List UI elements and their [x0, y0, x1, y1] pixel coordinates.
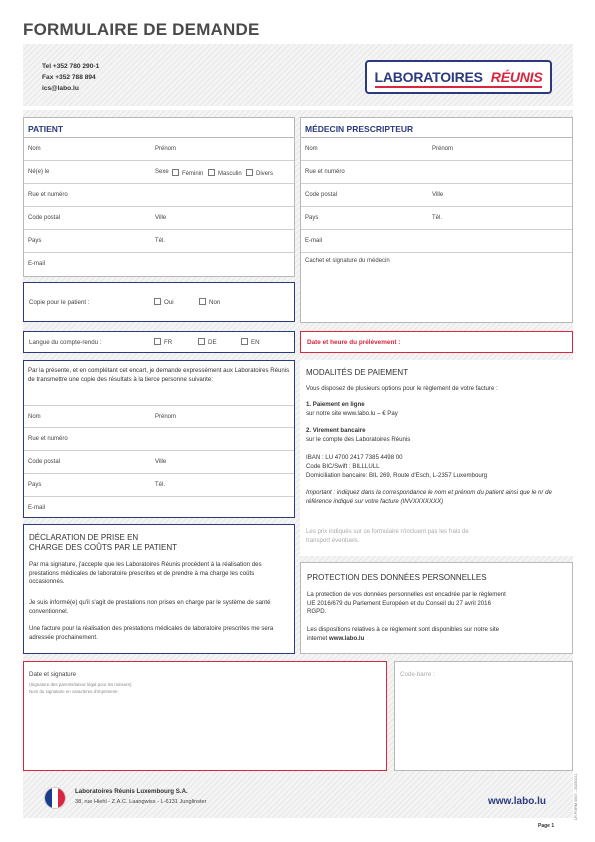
medecin-rue-label: Rue et numéro — [305, 169, 345, 175]
copie-patient-box — [23, 282, 295, 322]
page-number: Page 1 — [538, 823, 555, 829]
patient-section — [23, 117, 295, 277]
langue-de-checkbox[interactable] — [198, 338, 205, 345]
langue-de-option[interactable]: DE — [198, 338, 217, 346]
footer-company: Laboratoires Réunis Luxembourg S.A. — [75, 788, 188, 795]
copie-oui-checkbox[interactable] — [154, 298, 161, 305]
logo-text-laboratoires: LABORATOIRES — [374, 69, 483, 85]
tierce-row-name[interactable] — [24, 405, 294, 428]
logo-text-reunis: RÉUNIS — [490, 69, 543, 85]
langue-en-option[interactable]: EN — [241, 338, 260, 346]
medecin-ville-label: Ville — [432, 192, 444, 198]
paiement-opt2-text: sur le compte des Laboratoires Réunis — [306, 436, 411, 443]
feminin-checkbox[interactable] — [172, 169, 179, 176]
barcode-label: Code-barre : — [400, 671, 435, 678]
patient-sexe-label: Sexe — [155, 169, 169, 175]
tierce-row-email[interactable] — [24, 497, 294, 520]
medecin-row-street[interactable] — [301, 161, 572, 184]
copie-label: Copie pour le patient : — [29, 299, 90, 306]
sexe-feminin-option[interactable]: Féminin — [172, 169, 203, 177]
tierce-email-label: E-mail — [28, 505, 46, 511]
patient-row-birth-sex — [24, 161, 294, 184]
copie-non-option[interactable]: Non — [199, 298, 220, 306]
contact-fax: Fax +352 788 894 — [42, 74, 96, 81]
medecin-prenom-label: Prénom — [432, 146, 454, 152]
paiement-section — [300, 360, 573, 556]
paiement-important: Important : indiquez dans la correspondance le nom et prénom du patient ainsi que le nr de référence indiqué sur votre facture (INVXXXXXXX) — [306, 489, 552, 505]
patient-row-email[interactable] — [24, 253, 294, 276]
prelevement-label: Date et heure du prélèvement : — [307, 339, 401, 346]
medecin-row-cachet[interactable] — [301, 253, 572, 276]
medecin-header: MÉDECIN PRESCRIPTEUR — [301, 118, 572, 138]
barcode-box — [394, 661, 573, 771]
patient-email-label: E-mail — [28, 261, 46, 267]
medecin-nom-label: Nom — [305, 146, 318, 152]
sexe-masculin-option[interactable]: Masculin — [208, 169, 242, 177]
medecin-cachet-label: Cachet et signature du médecin — [305, 258, 390, 264]
divers-checkbox[interactable] — [246, 169, 253, 176]
tierce-prenom-label: Prénom — [155, 414, 177, 420]
medecin-cp-label: Code postal — [305, 192, 338, 198]
copie-non-checkbox[interactable] — [199, 298, 206, 305]
paiement-opt1-text: sur notre site www.labo.lu – € Pay — [306, 410, 398, 417]
patient-header: PATIENT — [24, 118, 294, 138]
protection-p2-text: Les dispositions relatives à ce règlement sont disponibles sur notre site internet — [307, 626, 500, 642]
patient-row-city[interactable] — [24, 207, 294, 230]
medecin-row-email[interactable] — [301, 230, 572, 253]
medecin-row-country[interactable] — [301, 207, 572, 230]
tierce-intro-text: Par la présente, et en complétant cet encart, je demande expressément aux Laboratoires Réunis de transmettre une copie des résultats à la tierce personne suivante: — [28, 367, 290, 383]
patient-ne-label: Né(e) le — [28, 169, 50, 175]
paiement-title: MODALITÉS DE PAIEMENT — [306, 368, 409, 377]
tierce-tel-label: Tél. — [155, 482, 166, 488]
tierce-pays-label: Pays — [28, 482, 42, 488]
paiement-note: Les prix indiqués sur ce formulaire n'incluent pas les frais de transport éventuels. — [306, 528, 469, 544]
company-logo — [365, 60, 552, 94]
langue-label: Langue du compte-rendu : — [29, 339, 102, 346]
page-title: FORMULAIRE DE DEMANDE — [23, 20, 260, 39]
medecin-pays-label: Pays — [305, 215, 319, 221]
patient-cp-label: Code postal — [28, 215, 61, 221]
langue-fr-checkbox[interactable] — [154, 338, 161, 345]
signature-box[interactable] — [23, 661, 387, 771]
tierce-row-city[interactable] — [24, 451, 294, 474]
patient-nom-label: Nom — [28, 146, 41, 152]
patient-row-street[interactable] — [24, 184, 294, 207]
paiement-opt2-title: 2. Virement bancaire — [306, 427, 366, 434]
patient-ville-label: Ville — [155, 215, 167, 221]
patient-row-name[interactable] — [24, 138, 294, 161]
langue-en-checkbox[interactable] — [241, 338, 248, 345]
logo-underline — [375, 86, 542, 88]
paiement-iban: IBAN : LU 4700 2417 7385 4498 00 — [306, 454, 403, 461]
langue-box — [23, 331, 295, 353]
tierce-nom-label: Nom — [28, 414, 41, 420]
prelevement-box[interactable] — [300, 331, 573, 353]
medecin-section — [300, 117, 573, 323]
tierce-row-street[interactable] — [24, 428, 294, 451]
footer-address: 38, rue Hiehl - Z.A.C. Laangwiss - L-6131 Junglinster — [75, 799, 207, 805]
form-reference: LR FORM 0007 - 20250211 — [574, 773, 578, 820]
protection-p2 — [307, 626, 507, 643]
paiement-opt1-title: 1. Paiement en ligne — [306, 401, 365, 408]
patient-rue-label: Rue et numéro — [28, 192, 68, 198]
paiement-intro: Vous disposez de plusieurs options pour le règlement de votre facture : — [306, 385, 498, 392]
contact-email: ics@labo.lu — [42, 85, 79, 92]
tierce-row-country[interactable] — [24, 474, 294, 497]
declaration-title-line2: CHARGE DES COÛTS PAR LE PATIENT — [29, 543, 178, 552]
signature-label: Date et signature — [29, 671, 77, 678]
medecin-row-city[interactable] — [301, 184, 572, 207]
paiement-domiciliation: Domiciliation bancaire: BIL 269, Route d'Esch, L-2357 Luxembourg — [306, 472, 488, 479]
langue-fr-option[interactable]: FR — [154, 338, 172, 346]
declaration-title-line1: DÉCLARATION DE PRISE EN — [29, 533, 139, 542]
copie-oui-option[interactable]: Oui — [154, 298, 174, 306]
protection-website-link[interactable]: www.labo.lu — [329, 634, 365, 642]
sexe-divers-option[interactable]: Divers — [246, 169, 273, 177]
protection-section — [300, 562, 573, 654]
tierce-rue-label: Rue et numéro — [28, 436, 68, 442]
declaration-p1: Par ma signature, j'accepte que les Laboratoires Réunis procèdent à la réalisation des prestations médicales de laboratoire prescrites et de prendre à ma charge les coûts occasionnés. — [29, 561, 262, 586]
signature-note2: Nom du signataire en caractères d'imprimerie: — [29, 689, 119, 694]
protection-p1: La protection de vos données personnelles est encadrée par le règlement UE 2016/679 du Parlement Européen et du Conseil du 27 avril 2016 RGPD. — [307, 591, 506, 616]
declaration-p2: Je suis informé(e) qu'il s'agit de prestations non prises en charge par le système de santé conventionnel. — [29, 599, 271, 615]
declaration-section — [23, 524, 295, 654]
tierce-cp-label: Code postal — [28, 459, 61, 465]
paiement-bic: Code BIC/Swift : BILLLULL — [306, 463, 380, 470]
medecin-tel-label: Tél. — [432, 215, 443, 221]
france-flag-icon — [44, 787, 66, 809]
patient-pays-label: Pays — [28, 238, 42, 244]
patient-tel-label: Tél. — [155, 238, 166, 244]
medecin-row-name[interactable] — [301, 138, 572, 161]
masculin-checkbox[interactable] — [208, 169, 215, 176]
medecin-email-label: E-mail — [305, 238, 323, 244]
declaration-p3: Une facture pour la réalisation des prestations médicales de laboratoire prescrites me sera adressée prochainement. — [29, 625, 274, 641]
contact-tel: Tel +352 780 290-1 — [42, 63, 100, 70]
protection-title: PROTECTION DES DONNÉES PERSONNELLES — [307, 573, 487, 582]
patient-row-country[interactable] — [24, 230, 294, 253]
patient-prenom-label: Prénom — [155, 146, 177, 152]
contact-block — [42, 61, 99, 94]
footer-website-link[interactable]: www.labo.lu — [488, 796, 546, 807]
tierce-ville-label: Ville — [155, 459, 167, 465]
signature-note1: (Signature des parents/tuteur légal pour les mineurs) — [29, 682, 132, 687]
tierce-personne-section — [23, 360, 295, 518]
